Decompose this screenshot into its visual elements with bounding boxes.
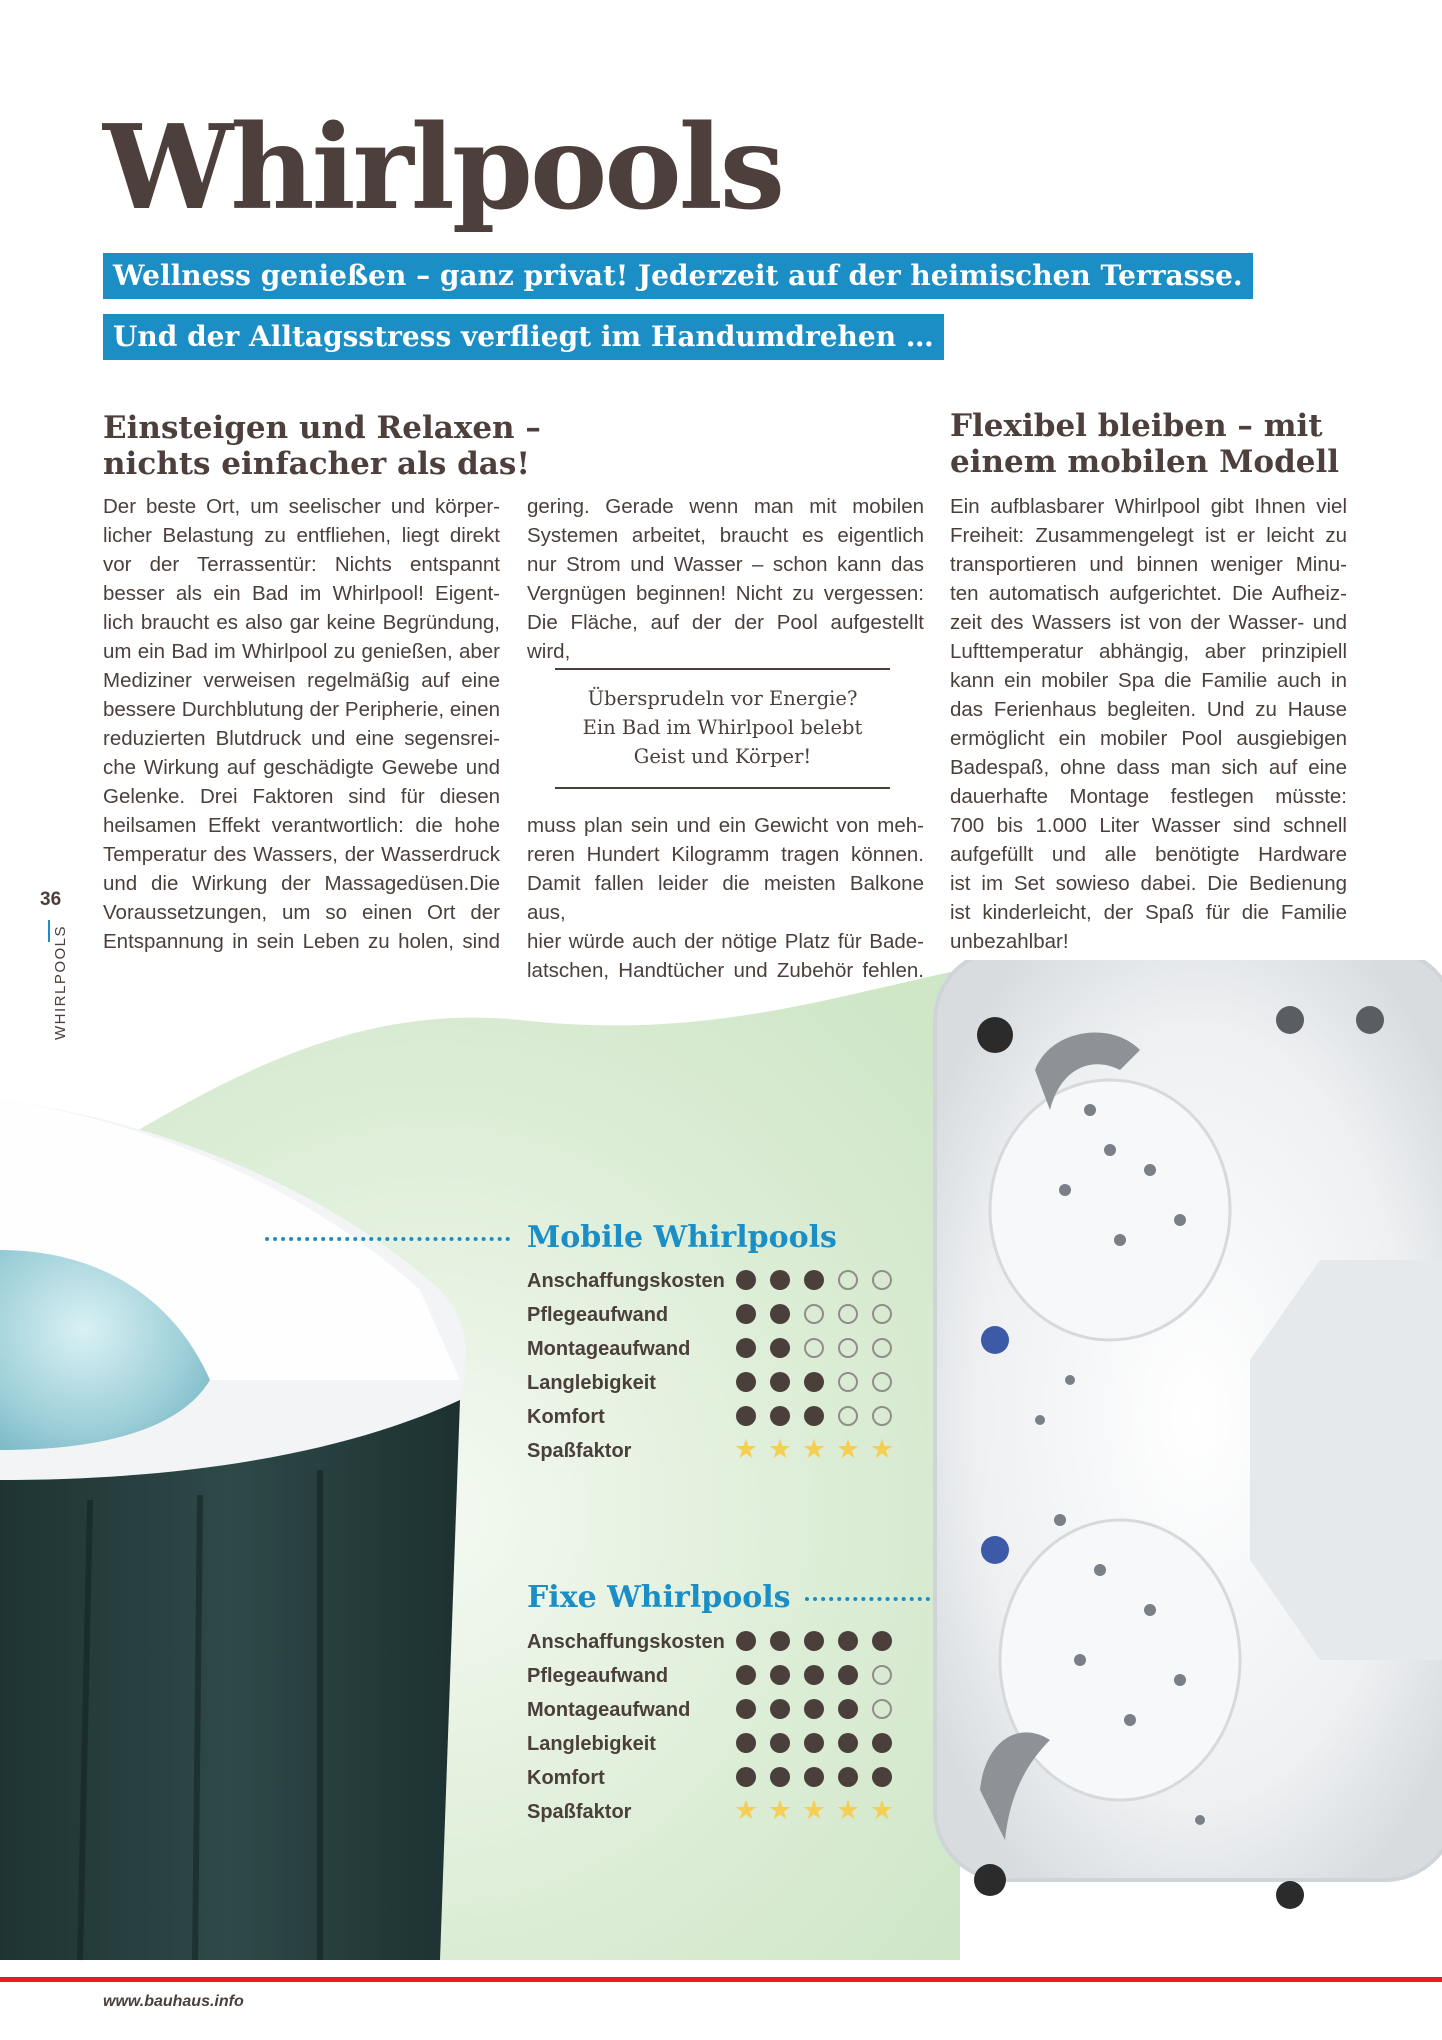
rating-dot-filled [770,1699,790,1719]
text-line: transportieren und binnen weniger Minu- [950,553,1347,576]
heading-line: Flexibel bleiben – mit [950,408,1323,444]
rating-row [527,1300,907,1334]
text-line: Damit fallen leider die meisten Balkone aus, [527,872,924,924]
text-line: heilsamen Effekt verantwortlich: die hohe [103,814,500,837]
star-icon: ★ [801,1795,827,1825]
text-line: 700 bis 1.000 Liter Wasser sind schnell [950,814,1347,837]
star-icon: ★ [767,1434,793,1464]
rating-dot-filled [872,1631,892,1651]
rating-label: Komfort [527,1406,605,1428]
rating-dot-empty [838,1372,858,1392]
rating-dot-empty [838,1304,858,1324]
rating-dot-filled [770,1304,790,1324]
text-line: reren Hundert Kilogramm tragen können. [527,843,924,866]
rating-dot-filled [770,1767,790,1787]
side-divider [48,920,50,942]
rating-dot-filled [770,1406,790,1426]
rating-row [527,1661,907,1695]
article-heading-left [103,410,541,482]
text-line: ist kinderleicht, der Spaß für die Familie [950,901,1347,924]
text-line: ist im Set sowieso dabei. Die Bedienung [950,872,1347,895]
rating-dot-filled [770,1631,790,1651]
text-line: aufgefüllt und alle benötigte Hardware [950,843,1347,866]
fixed-spa-image [935,960,1442,1909]
rating-dot-empty [872,1270,892,1290]
rating-dot-filled [736,1665,756,1685]
text-column-2-top [527,492,924,666]
star-icon: ★ [869,1434,895,1464]
rating-row [527,1436,907,1470]
text-line: che Wirkung auf geschädigte Gewebe und [103,756,500,779]
rating-dot-filled [736,1631,756,1651]
rating-label: Langlebigkeit [527,1372,656,1394]
text-line: Badespaß, ohne dass man sich auf eine [950,756,1347,779]
footer-url: www.bauhaus.info [103,1993,244,2010]
rating-row [527,1334,907,1368]
text-line: reduzierten Blutdruck und eine segensrei- [103,727,500,750]
text-line: vor der Terrassentür: Nichts entspannt [103,553,500,576]
rating-row [527,1368,907,1402]
rating-dot-filled [838,1631,858,1651]
rating-dot-empty [838,1406,858,1426]
text-line: Entspannung in sein Leben zu holen, sind [103,930,500,953]
text-line: ten automatisch aufgerichtet. Die Aufheiz- [950,582,1347,605]
rating-dot-filled [736,1304,756,1324]
rating-dot-filled [872,1767,892,1787]
rating-dot-filled [838,1699,858,1719]
rating-dot-filled [770,1270,790,1290]
rating-row [527,1729,907,1763]
rating-row [527,1266,907,1300]
rating-row [527,1763,907,1797]
star-icon: ★ [869,1795,895,1825]
text-line: das Ferienhaus begleiten. Und zu Hause [950,698,1347,721]
text-line: Ein aufblasbarer Whirlpool gibt Ihnen viel [950,495,1347,518]
text-column-3 [950,492,1347,956]
rating-dot-filled [736,1372,756,1392]
rating-dot-filled [736,1270,756,1290]
rating-dot-filled [770,1665,790,1685]
pull-quote-line: Übersprudeln vor Energie? [587,687,858,710]
rating-dot-filled [804,1699,824,1719]
rating-dot-filled [804,1733,824,1753]
text-line: Vergnügen beginnen! Nicht zu vergessen: [527,582,924,605]
rating-title-fixed: Fixe Whirlpools [527,1580,791,1615]
rating-dot-filled [736,1338,756,1358]
heading-line: einem mobilen Modell [950,444,1340,480]
page-title: Whirlpools [103,100,783,236]
text-column-2-bottom [527,811,924,985]
text-line: unbezahlbar! [950,930,1069,953]
rating-dot-empty [872,1699,892,1719]
rating-dot-filled [770,1733,790,1753]
rating-dot-filled [804,1665,824,1685]
text-line: Gelenke. Drei Faktoren sind für diesen [103,785,500,808]
text-line: lich braucht es also gar keine Begründung, [103,611,500,634]
text-line: besser als ein Bad im Whirlpool! Eigent- [103,582,500,605]
rating-label: Montageaufwand [527,1338,691,1360]
rating-dot-filled [770,1338,790,1358]
rating-label: Spaßfaktor [527,1801,632,1823]
rating-label: Langlebigkeit [527,1733,656,1755]
text-line: muss plan sein und ein Gewicht von meh- [527,814,924,837]
rating-dot-filled [736,1733,756,1753]
star-icon: ★ [767,1795,793,1825]
rating-row [527,1402,907,1436]
pull-quote-line: Geist und Körper! [633,745,812,768]
text-line: gering. Gerade wenn man mit mobilen [527,495,924,518]
pull-quote [555,668,890,789]
rating-dot-filled [804,1767,824,1787]
rating-dot-empty [872,1338,892,1358]
text-line: latschen, Handtücher und Zubehör fehlen. [527,959,924,982]
star-icon: ★ [801,1434,827,1464]
rating-dot-empty [804,1338,824,1358]
rating-label: Anschaffungskosten [527,1270,725,1292]
text-line: hier würde auch der nötige Platz für Bade- [527,930,924,953]
rating-dot-empty [872,1406,892,1426]
text-line: Lufttemperatur abhängig, aber prinzipiell [950,640,1347,663]
text-line: Mediziner verweisen regelmäßig auf eine [103,669,500,692]
rating-dot-empty [838,1270,858,1290]
text-line: bessere Durchblutung der Peripherie, einen [103,698,500,721]
text-line: Der beste Ort, um seelischer und körper- [103,495,500,518]
rating-dot-empty [872,1304,892,1324]
text-line: dauerhafte Montage festlegen müsste: [950,785,1347,808]
rating-dot-filled [804,1270,824,1290]
subtitle-banner-2: Und der Alltagsstress verfliegt im Handumdrehen … [103,314,944,360]
rating-title-mobile: Mobile Whirlpools [527,1220,837,1255]
subtitle-banner-1: Wellness genießen – ganz privat! Jederzeit auf der heimischen Terrasse. [103,253,1253,299]
section-side-label: WHIRLPOOLS [52,924,69,1040]
rating-dot-empty [872,1372,892,1392]
rating-dot-filled [736,1406,756,1426]
page-number: 36 [40,889,62,910]
footer-rule [0,1977,1442,1982]
star-icon: ★ [835,1795,861,1825]
rating-dot-filled [804,1631,824,1651]
rating-label: Montageaufwand [527,1699,691,1721]
rating-dot-filled [872,1733,892,1753]
heading-line: nichts einfacher als das! [103,446,530,482]
rating-label: Pflegeaufwand [527,1665,669,1687]
rating-dot-filled [838,1665,858,1685]
rating-row [527,1797,907,1831]
text-line: zeit des Wassers ist von der Wasser- und [950,611,1347,634]
rating-dot-filled [770,1372,790,1392]
star-icon: ★ [835,1434,861,1464]
rating-dot-filled [804,1406,824,1426]
rating-label: Spaßfaktor [527,1440,632,1462]
rating-dot-filled [838,1767,858,1787]
rating-label: Pflegeaufwand [527,1304,669,1326]
dotted-leader-line [805,1597,930,1601]
rating-dot-empty [838,1338,858,1358]
heading-line: Einsteigen und Relaxen – [103,410,541,446]
text-line: Temperatur des Wassers, der Wasserdruck [103,843,500,866]
text-line: Freiheit: Zusammengelegt ist er leicht zu [950,524,1347,547]
rating-label: Anschaffungskosten [527,1631,725,1653]
pull-quote-line: Ein Bad im Whirlpool belebt [582,716,863,739]
star-icon: ★ [733,1434,759,1464]
dotted-leader-line [265,1237,510,1241]
star-icon: ★ [733,1795,759,1825]
rating-dot-empty [804,1304,824,1324]
rating-dot-filled [804,1372,824,1392]
rating-row [527,1627,907,1661]
rating-label: Komfort [527,1767,605,1789]
article-heading-right [950,408,1339,480]
text-line: Systemen arbeitet, braucht es eigentlich [527,524,924,547]
text-line: nur Strom und Wasser – schon kann das [527,553,924,576]
rating-dot-empty [872,1665,892,1685]
text-line: kann ein mobiler Spa die Familie auch in [950,669,1347,692]
text-line: licher Belastung zu entfliehen, liegt direkt [103,524,500,547]
text-line: und die Wirkung der Massagedüsen.Die [103,872,500,895]
text-line: ermöglicht ein mobiler Pool ausgiebigen [950,727,1347,750]
rating-dot-filled [736,1699,756,1719]
text-line: Voraussetzungen, um so einen Ort der [103,901,500,924]
text-column-1 [103,492,500,956]
text-line: Die Fläche, auf der der Pool aufgestellt wird, [527,611,924,663]
rating-dot-filled [838,1733,858,1753]
rating-row [527,1695,907,1729]
rating-dot-filled [736,1767,756,1787]
text-line: um ein Bad im Whirlpool zu genießen, aber [103,640,500,663]
